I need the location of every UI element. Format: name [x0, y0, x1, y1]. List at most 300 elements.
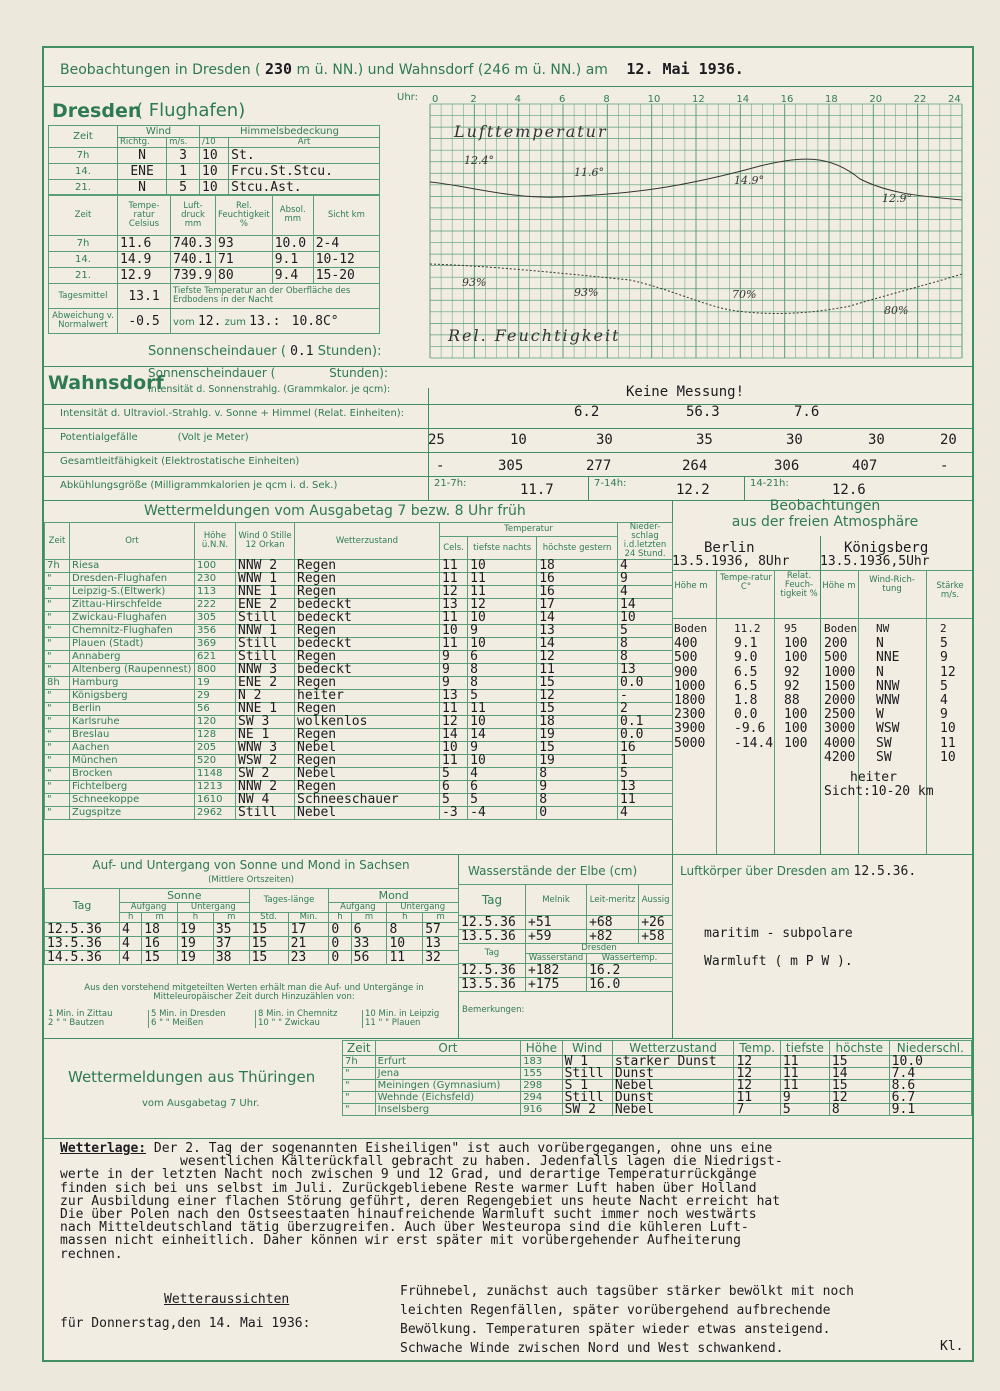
wind: WSW 2	[236, 755, 295, 768]
sunmoon-title: Auf- und Untergang von Sonne und Mond in Sachsen	[92, 858, 410, 872]
sm-tageslaenge: Tages-länge	[249, 889, 329, 913]
pressure: 739.9	[171, 268, 216, 284]
aussig: +58	[639, 930, 673, 944]
atmo-title	[684, 498, 966, 530]
tiefste: 6	[468, 781, 537, 794]
sun-rise-m: 15	[142, 951, 178, 965]
ground-min-value: 10.8C°	[291, 313, 339, 329]
report-row	[45, 573, 673, 586]
tiefste: 5	[780, 1104, 829, 1116]
time-7h: 7h	[49, 236, 118, 252]
zeit: "	[45, 781, 70, 794]
relhum: 80	[216, 268, 273, 284]
ort: Meiningen (Gymnasium)	[375, 1080, 521, 1092]
daily-mean-label: Tagesmittel	[49, 284, 118, 309]
elbe-wasserstand: Wasserstand	[526, 954, 587, 964]
atmo-temp: 1.8	[734, 693, 758, 708]
forecast-signature: Kl.	[940, 1339, 964, 1354]
niederschlag: 8	[618, 651, 673, 664]
cels: 6	[440, 781, 468, 794]
sky-state: heiter	[850, 770, 897, 785]
corr: 11 " " Plauen	[365, 1018, 421, 1028]
hoechste: 8	[829, 1104, 889, 1116]
ort: Karlsruhe	[70, 716, 195, 729]
hoechste: 14	[537, 638, 618, 651]
atmo-staerke: 5	[940, 678, 948, 694]
atmo-rel: 100	[784, 636, 808, 652]
min-vom: vom	[173, 316, 195, 328]
hour-tick: 18	[825, 94, 838, 105]
potential-value: 30	[596, 432, 613, 448]
cels: 13	[440, 599, 468, 612]
corr: 5 Min. in Dresden	[151, 1009, 226, 1019]
hoechste: 8	[537, 794, 618, 807]
potential-value: 30	[868, 432, 885, 448]
zeit: "	[45, 794, 70, 807]
atmo-staerke: 10	[940, 721, 956, 737]
zustand: wolkenlos	[295, 716, 440, 729]
min-from: 12.	[197, 313, 222, 329]
weather-situation	[60, 1142, 968, 1261]
hoechste: 9	[537, 781, 618, 794]
hour-tick: 20	[869, 94, 883, 105]
atmo-hoehe: 400	[674, 636, 698, 652]
zeit: "	[45, 716, 70, 729]
hour-tick: 24	[948, 94, 961, 105]
atmo-windrich: W	[876, 707, 884, 723]
hoechste: 15	[537, 677, 618, 690]
moon-rise-h: 0	[329, 951, 351, 965]
zustand: Nebel	[295, 807, 440, 820]
niederschlag: 2	[618, 703, 673, 716]
sunmoon-row	[45, 923, 459, 937]
report-row	[45, 664, 673, 677]
temp: 12.9	[118, 268, 171, 284]
atmo-temp: 9.0	[734, 650, 758, 666]
cels: 9	[440, 664, 468, 677]
ort: Plauen (Stadt)	[70, 638, 195, 651]
ort: Zwickau-Flughafen	[70, 612, 195, 625]
report-date: 12. Mai 1936.	[626, 60, 744, 78]
potential-label	[60, 432, 249, 443]
thuringia-row	[343, 1104, 972, 1116]
elbe-row	[459, 930, 673, 944]
sun-rise-m: 16	[142, 937, 178, 951]
tiefste: 9	[468, 625, 537, 638]
wind: S 1	[562, 1080, 612, 1092]
m: m	[142, 913, 178, 923]
wind: Still	[236, 638, 295, 651]
wind: SW 2	[236, 768, 295, 781]
forecast-line: Bewölkung. Temperaturen später wieder etwas ansteigend.	[400, 1322, 831, 1337]
tag: 13.5.36	[459, 930, 526, 944]
atmo-hoehe: 2000	[824, 693, 856, 708]
tiefste: 5	[468, 690, 537, 703]
wassertemp: 16.2	[587, 964, 673, 978]
hum-point: 93%	[574, 286, 599, 299]
atmo-temp: 11.2	[734, 622, 761, 635]
zeit: "	[45, 690, 70, 703]
moon-set-m: 32	[423, 951, 459, 965]
situation-line: zur Ausbildung einer flachen Störung geführt, deren Regengebiet uns heute Nacht erreicht hat	[60, 1193, 781, 1209]
cooling-period: 14-21h:	[750, 478, 789, 489]
cels: 12	[440, 716, 468, 729]
visibility-head: Sicht km	[313, 195, 379, 236]
tiefste: 10	[468, 638, 537, 651]
wind: ENE 2	[236, 599, 295, 612]
potential-value: 35	[696, 432, 713, 448]
wind-head: Wind	[118, 126, 200, 138]
tiefste: 11	[468, 586, 537, 599]
cooling-value: 12.2	[676, 482, 710, 498]
hour-tick: 16	[780, 94, 794, 105]
cooling-value: 11.7	[520, 482, 554, 498]
ground-min-text: Tiefste Temperatur an der Oberfläche des Erdbodens in der Nacht	[171, 284, 380, 309]
sunshine-unit: Stunden):	[317, 344, 382, 359]
atmo-rel: 95	[784, 622, 798, 635]
koenigsberg-label: Königsberg	[844, 540, 929, 556]
tiefste: 11	[780, 1056, 829, 1068]
ort: Chemnitz-Flughafen	[70, 625, 195, 638]
thuringia-head: Zeit	[343, 1041, 376, 1056]
potential-value: 30	[786, 432, 803, 448]
zeit: "	[45, 755, 70, 768]
hoehe: 113	[195, 586, 236, 599]
elbe-tag: Tag	[459, 885, 526, 916]
report-row	[45, 651, 673, 664]
reports-table	[44, 522, 673, 820]
atmo-staerke: 9	[940, 707, 948, 723]
niederschlag: 10.0	[889, 1056, 971, 1068]
elbe-dresden-row	[459, 964, 673, 978]
ort: Brocken	[70, 768, 195, 781]
atmo-temp: 0.0	[734, 707, 758, 723]
h: h	[387, 913, 423, 923]
visibility-km: Sicht:10-20 km	[824, 784, 934, 799]
h: h	[178, 913, 214, 923]
hoehe: 222	[195, 599, 236, 612]
conductivity-value: 407	[852, 458, 878, 474]
deviation: -0.5	[118, 309, 171, 334]
atmo-hoehe: 500	[674, 650, 698, 666]
hoehe: 2962	[195, 807, 236, 820]
abshum: 9.4	[272, 268, 313, 284]
report-row	[45, 794, 673, 807]
wind-speed: 1	[167, 164, 200, 180]
atmo-hoehe: 200	[824, 636, 848, 652]
koenigsberg-date: 13.5.1936,5Uhr	[820, 554, 930, 569]
dresden-altitude: 230	[264, 60, 293, 78]
cels: 11	[440, 755, 468, 768]
atmo-hoehe: 3000	[824, 721, 856, 737]
niederschlag: 13	[618, 664, 673, 677]
len-h: 15	[249, 951, 288, 965]
niederschlag: 5	[618, 625, 673, 638]
hoechste: 17	[537, 599, 618, 612]
hoehe: 100	[195, 560, 236, 573]
niederschlag: 0.1	[618, 716, 673, 729]
hoehe: 120	[195, 716, 236, 729]
ort: Hamburg	[70, 677, 195, 690]
hour-tick: 12	[692, 94, 705, 105]
berlin-date: 13.5.1936, 8Uhr	[672, 554, 790, 569]
ort: Fichtelberg	[70, 781, 195, 794]
wind: NNW 3	[236, 664, 295, 677]
elbe-table	[458, 884, 673, 992]
tag: 13.5.36	[459, 978, 526, 992]
hoehe: 294	[521, 1092, 562, 1104]
art-head: Art	[229, 138, 380, 148]
len-h: 15	[249, 937, 288, 951]
ort: Dresden-Flughafen	[70, 573, 195, 586]
moon-set-m: 13	[423, 937, 459, 951]
atmo-hoehe: 2300	[674, 707, 706, 723]
zustand: Regen	[295, 560, 440, 573]
sm-untergang: Untergang	[178, 903, 249, 913]
conductivity-value: 264	[682, 458, 708, 474]
atmo-title2: aus der freien Atmosphäre	[731, 514, 919, 530]
zustand: Nebel	[612, 1080, 734, 1092]
humidity-curve	[430, 264, 962, 313]
corr: 8 Min. in Chemnitz	[258, 1009, 338, 1019]
atmo-hoehe-head2: Höhe m	[822, 581, 856, 591]
min-to: 13.:	[249, 313, 281, 329]
min: Min.	[288, 913, 329, 923]
ort: Aachen	[70, 742, 195, 755]
humidity-label: Rel. Feuchtigkeit	[448, 326, 621, 345]
std: Std.	[249, 913, 288, 923]
elbe-title: Wasserstände der Elbe (cm)	[468, 864, 638, 878]
atmo-hoehe: Boden	[824, 622, 858, 635]
zustand: Dunst	[612, 1068, 734, 1080]
thuringia-head: Niederschl.	[889, 1041, 971, 1056]
elbe-row	[459, 916, 673, 930]
ground-min-row	[171, 309, 380, 334]
atmo-hoehe: 1800	[674, 693, 706, 708]
zeit: "	[45, 664, 70, 677]
len-h: 15	[249, 923, 288, 937]
moon-set-h: 8	[387, 923, 423, 937]
atmo-staerke: 12	[940, 664, 956, 680]
report-row	[45, 807, 673, 820]
tiefste: 8	[468, 677, 537, 690]
potential-value: 25	[428, 432, 445, 448]
zeit: "	[343, 1068, 376, 1080]
conductivity-value: -	[436, 458, 445, 474]
wassertemp: 16.0	[587, 978, 673, 992]
niederschlag: 9.1	[889, 1104, 971, 1116]
hoehe: 128	[195, 729, 236, 742]
tiefste: 10	[468, 755, 537, 768]
dresden-wind-table	[48, 125, 380, 196]
forecast-title: Wetteraussichten	[164, 1292, 290, 1307]
hoehe: 298	[521, 1080, 562, 1092]
atmo-temp: 6.5	[734, 678, 758, 694]
situation-line: massen nicht einheitlich. Daher können wir erst später mit vorübergehender Aufheiterung	[60, 1233, 741, 1249]
atmo-windrich: NNE	[876, 650, 900, 666]
atmo-windrich: NW	[876, 622, 890, 635]
zustand: Nebel	[612, 1104, 734, 1116]
moon-set-m: 57	[423, 923, 459, 937]
tiefste: 11	[468, 573, 537, 586]
h: h	[120, 913, 142, 923]
atmo-rel: 100	[784, 735, 808, 751]
atmo-staerke: 10	[940, 749, 956, 765]
airmass-date: 12.5.36.	[853, 864, 917, 879]
zustand: bedeckt	[295, 612, 440, 625]
wind: Still	[562, 1092, 612, 1104]
niederschlag: 11	[618, 794, 673, 807]
tag: 12.5.36	[45, 923, 120, 937]
report-row	[45, 768, 673, 781]
atmo-rel: 100	[784, 707, 808, 723]
hoechste: 12	[537, 690, 618, 703]
report-row	[45, 742, 673, 755]
thuringia-row	[343, 1056, 972, 1068]
tiefste: 10	[468, 716, 537, 729]
abshum: 9.1	[272, 252, 313, 268]
pressure: 740.1	[171, 252, 216, 268]
leitmeritz: +68	[587, 916, 639, 930]
hoechste: 15	[829, 1056, 889, 1068]
berlin-label: Berlin	[704, 540, 755, 556]
col-tiefste: tiefste nachts	[468, 537, 537, 560]
wind-dir: N	[118, 148, 167, 164]
col-cels: Cels.	[440, 537, 468, 560]
sm-tag: Tag	[45, 889, 120, 923]
atmo-rel: 100	[784, 721, 808, 737]
hoehe: 800	[195, 664, 236, 677]
zustand: bedeckt	[295, 638, 440, 651]
zeit: 7h	[343, 1056, 376, 1068]
forecast-line: Frühnebel, zunächst auch tagsüber stärker bewölkt mit noch	[400, 1284, 854, 1299]
zeit: "	[45, 586, 70, 599]
forecast-line: Schwache Winde zwischen Nord und West schwankend.	[400, 1341, 784, 1356]
zustand: Regen	[295, 586, 440, 599]
hoechste: 11	[537, 664, 618, 677]
hum-point: 80%	[884, 304, 909, 317]
thuringia-row	[343, 1068, 972, 1080]
reports-title: Wettermeldungen vom Ausgabetag 7 bezw. 8 Uhr früh	[144, 503, 526, 519]
conductivity-value: -	[940, 458, 949, 474]
visibility: 10-12	[313, 252, 379, 268]
situation-label: Wetterlage:	[60, 1141, 147, 1156]
temp: 12	[734, 1068, 780, 1080]
temp-point: 11.6°	[574, 166, 604, 179]
situation-line: werte in der letzten Nacht noch zwischen 9 und 12 Grad, und derartige Temperaturrückgänge	[60, 1167, 757, 1183]
zeit-head: Zeit	[49, 195, 118, 236]
sunmoon-sub: (Mittlere Ortszeiten)	[208, 875, 294, 885]
zeit: "	[45, 768, 70, 781]
thuringia-head: Höhe	[521, 1041, 562, 1056]
uv-label: Intensität d. Ultraviol.-Strahlg. v. Sonne + Himmel (Relat. Einheiten):	[60, 408, 405, 419]
wind-dir: N	[118, 180, 167, 196]
zustand: bedeckt	[295, 664, 440, 677]
temp: 14.9	[118, 252, 171, 268]
niederschlag: -	[618, 690, 673, 703]
tag: 13.5.36	[45, 937, 120, 951]
zustand: Regen	[295, 651, 440, 664]
zustand: Regen	[295, 729, 440, 742]
col-temperatur: Temperatur	[440, 523, 618, 537]
sun-set-m: 37	[213, 937, 249, 951]
temp-point: 14.9°	[734, 174, 764, 187]
thuringia-head: höchste	[829, 1041, 889, 1056]
tiefste: 10	[468, 612, 537, 625]
wasserstand: +182	[526, 964, 587, 978]
cels: 11	[440, 612, 468, 625]
niederschlag: 8	[618, 638, 673, 651]
hoehe: 56	[195, 703, 236, 716]
thuringia-table	[342, 1040, 972, 1116]
sunshine-label: Sonnenscheindauer (	[148, 366, 276, 380]
corr: 2 " " Bautzen	[48, 1018, 105, 1028]
hoechste: 14	[829, 1068, 889, 1080]
m: m	[423, 913, 459, 923]
zustand: starker Dunst	[612, 1056, 734, 1068]
atmo-hoehe: 2500	[824, 707, 856, 723]
niederschlag: 4	[618, 807, 673, 820]
potential-value: 20	[940, 432, 957, 448]
hoechste: 8	[537, 768, 618, 781]
atmo-hoehe: 5000	[674, 735, 706, 751]
niederschlag: 1	[618, 755, 673, 768]
wind-dir: ENE	[118, 164, 167, 180]
forecast-line: leichten Regenfällen, später vorübergehend aufbrechende	[400, 1303, 831, 1318]
report-row	[45, 560, 673, 573]
cels: 5	[440, 768, 468, 781]
thuringia-row	[343, 1092, 972, 1104]
atmo-staerke: 4	[940, 693, 948, 708]
relhum: 71	[216, 252, 273, 268]
tiefste: 12	[468, 599, 537, 612]
m: m	[213, 913, 249, 923]
situation-line: nach Mitteldeutschland tätig überzugreifen. Auch über Westeuropa sind die kühleren Luft-	[60, 1220, 749, 1236]
tiefste: 5	[468, 794, 537, 807]
hoechste: 16	[537, 573, 618, 586]
niederschlag: 14	[618, 599, 673, 612]
wind: WNW 3	[236, 742, 295, 755]
zeit: "	[45, 638, 70, 651]
wind: SW 2	[562, 1104, 612, 1116]
tiefste: 14	[468, 729, 537, 742]
cels: 13	[440, 690, 468, 703]
deviation-label: Abweichung v. Normalwert	[49, 309, 118, 334]
min-zum: zum	[224, 316, 246, 328]
col-hoechste: höchste gestern	[537, 537, 618, 560]
temp: 11.6	[118, 236, 171, 252]
ort: Jena	[375, 1068, 521, 1080]
cloud-type: St.	[229, 148, 380, 164]
col-ort: Ort	[70, 523, 195, 560]
cels: 11	[440, 703, 468, 716]
atmo-rel: 92	[784, 678, 800, 694]
wind: NNE 1	[236, 586, 295, 599]
report-row	[45, 625, 673, 638]
sunshine-label: Sonnenscheindauer (	[148, 344, 286, 359]
tiefste: 6	[468, 651, 537, 664]
wahnsdorf-sunshine	[148, 366, 388, 380]
zustand: Regen	[295, 677, 440, 690]
forecast-date: für Donnerstag,den 14. Mai 1936:	[60, 1316, 311, 1331]
hoehe: 305	[195, 612, 236, 625]
ort: Riesa	[70, 560, 195, 573]
sun-set-m: 35	[213, 923, 249, 937]
cels: 11	[440, 573, 468, 586]
ort: Inselsberg	[375, 1104, 521, 1116]
report-title	[60, 60, 744, 78]
cooling-period: 21-7h:	[434, 478, 467, 489]
